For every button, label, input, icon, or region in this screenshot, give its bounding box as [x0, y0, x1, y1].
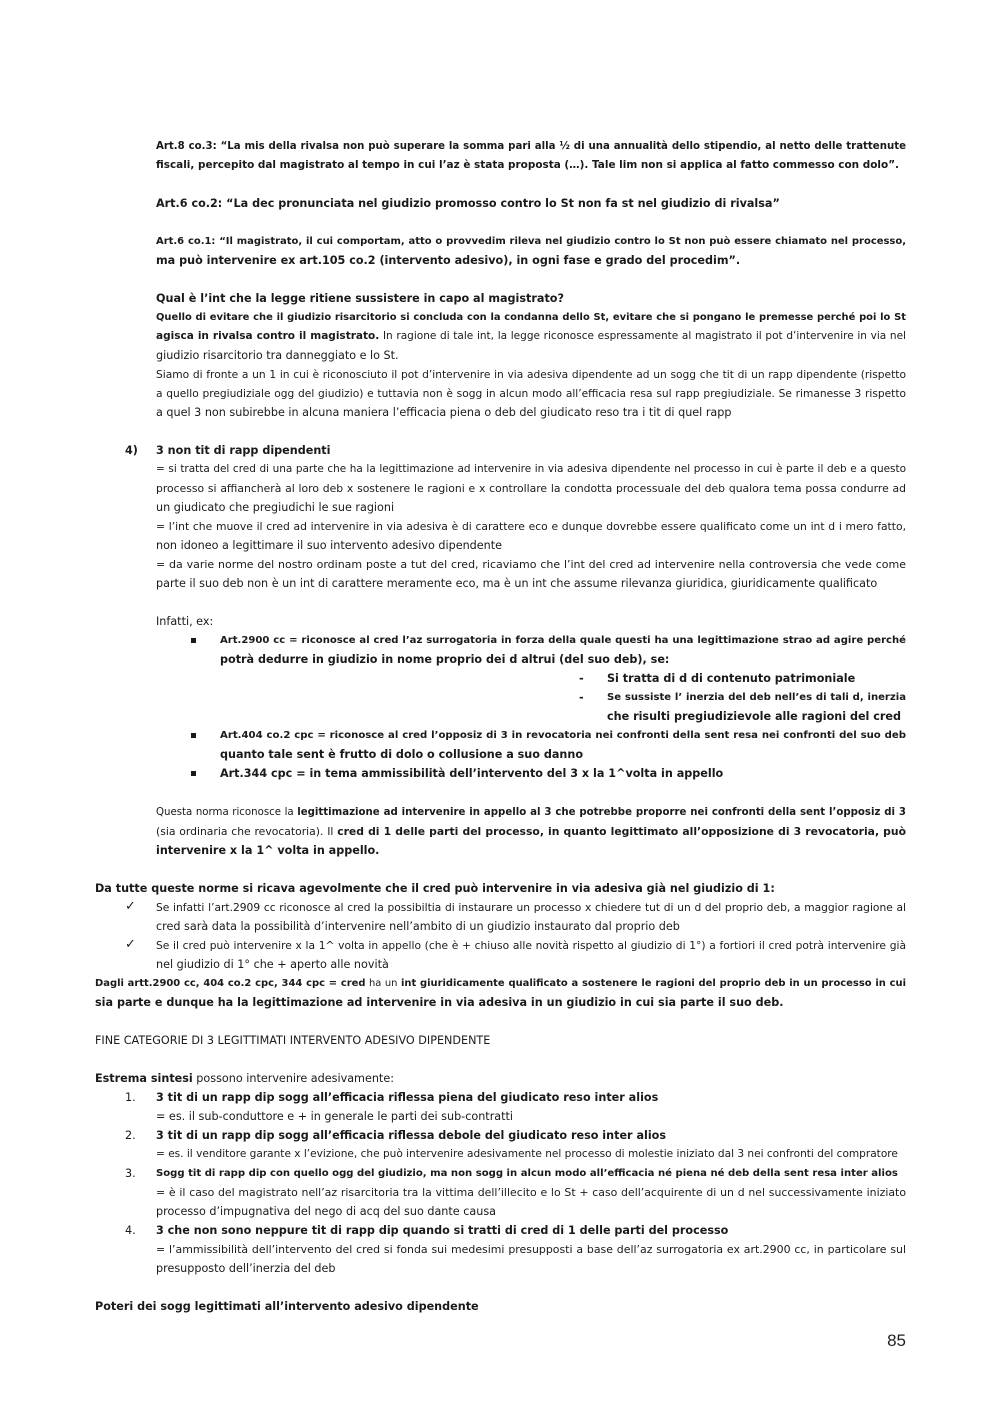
art6-co1-line-2: ma può intervenire ex art.105 co.2 (intervento adesivo), in ogni fase e grado del procedim”. [156, 254, 741, 267]
summary-item-number: 1. [125, 1091, 136, 1104]
summary-item-text: processo d’impugnativa del nego di acq del suo dante causa [156, 1205, 497, 1218]
dash-icon: - [579, 691, 584, 704]
section-4-p1: = si tratta del cred di una parte che ha la legittimazione ad intervenire in via adesiva dipendente nel processo in cui è parte il deb e a questo [156, 463, 906, 475]
summary-item-text: = es. il venditore garante x l’evizione, che può intervenire adesivamente nel processo di molestie iniziato dal 3 nei confronti del compratore [156, 1148, 898, 1160]
conclusion-2-line-1: Se il cred può intervenire x la 1^ volta in appello (che è + chiuso alle novità rispetto al giudizio di 1°) a fortiori il cred potrà intervenire già [156, 939, 906, 952]
condition-1: Si tratta di d di contenuto patrimoniale [607, 672, 856, 685]
art6-co2: Art.6 co.2: “La dec pronunciata nel giudizio promosso contro lo St non fa st nel giudizio di rivalsa” [156, 197, 780, 210]
section-4-p4: = l’int che muove il cred ad intervenire in via adesiva è di carattere eco e dunque dovrebbe essere qualificato come un int d i mero fatto, [156, 520, 906, 533]
section-4-p5: non idoneo a legittimare il suo intervento adesivo dipendente [156, 539, 503, 552]
norma-line-1: Questa norma riconosce la legittimazione ad intervenire in appello al 3 che potrebbe proporre nei confronti della sent l’opposiz di 3 [156, 807, 907, 818]
norma-line-2: (sia ordinaria che revocatoria). Il cred di 1 delle parti del processo, in quanto legittimato all’opposizione di 3 revocatoria, può [156, 825, 906, 838]
norma-line-3: intervenire x la 1^ volta in appello. [156, 844, 380, 857]
section-4-p6: = da varie norme del nostro ordinam poste a tut del cred, ricaviamo che l’int del cred ad intervenire nella controversia che vede come [156, 558, 906, 571]
conclusion-heading: Da tutte queste norme si ricava agevolmente che il cred può intervenire in via adesiva già nel giudizio di 1: [95, 882, 775, 895]
infatti-label: Infatti, ex: [156, 615, 214, 628]
art404-line-2: quanto tale sent è frutto di dolo o collusione a suo danno [220, 748, 584, 761]
summary-item-title: 3 tit di un rapp dip sogg all’efficacia riflessa piena del giudicato reso inter alios [156, 1091, 659, 1104]
conclusion-1-line-2: cred sarà data la possibilità d’intervenire nell’ambito di un giudizio instaurato dal proprio deb [156, 920, 680, 933]
checkmark-icon: ✓ [125, 899, 136, 914]
conclusion-2-line-2: nel giudizio di 1° che + aperto alle novità [156, 958, 389, 971]
interest-line-4: Siamo di fronte a un 1 in cui è riconosciuto il pot d’intervenire in via adesiva dipendente ad un sogg che tit di un rapp dipendente (rispetto [156, 368, 906, 381]
interest-line-3: giudizio risarcitorio tra danneggiato e lo St. [156, 349, 399, 362]
condition-2-line-1: Se sussiste l’ inerzia del deb nell’es di tali d, inerzia [607, 692, 906, 703]
art404-line-1: Art.404 co.2 cpc = riconosce al cred l’opposiz di 3 in revocatoria nei confronti della sent resa nei confronti del suo deb [220, 730, 906, 741]
section-4-number: 4) [125, 444, 138, 457]
section-end-heading: FINE CATEGORIE DI 3 LEGITTIMATI INTERVENTO ADESIVO DIPENDENTE [95, 1034, 491, 1047]
summary-item-text: = l’ammissibilità dell’intervento del cred si fonda sui medesimi presupposti a base dell’az surrogatoria ex art.2900 cc, in particolare sul [156, 1243, 906, 1256]
page-number: 85 [887, 1331, 906, 1350]
interest-line-2: agisca in rivalsa contro il magistrato. In ragione di tale int, la legge riconosce espressamente al magistrato il pot d’intervenire in via nel [156, 330, 906, 342]
section-4-title: 3 non tit di rapp dipendenti [156, 444, 331, 457]
section-4-p2: processo si affiancherà al loro deb x sostenere le ragioni e x controllare la condotta processuale del deb qualora tema possa condurre ad [156, 482, 906, 495]
poteri-heading: Poteri dei sogg legittimati all’intervento adesivo dipendente [95, 1300, 479, 1313]
summary-item-text: presupposto dell’inerzia del deb [156, 1262, 336, 1275]
section-4-p7: parte il suo deb non è un int di carattere meramente eco, ma è un int che assume rilevanza giuridica, giuridicamente qualificato [156, 577, 878, 590]
art8-line-2: fiscali, percepito dal magistrato al tempo in cui l’az è stata proposta (…). Tale lim non si applica al fatto commesso con dolo”. [156, 159, 900, 171]
summary-item-number: 3. [125, 1167, 136, 1180]
summary-item-number: 2. [125, 1129, 136, 1142]
interest-line-5: a quello pregiudiziale ogg del giudizio) e tuttavia non è sogg in alcun modo all’efficacia resa sul rapp pregiudiziale. Se rimanesse 3 rispetto [156, 387, 906, 400]
summary-item-number: 4. [125, 1224, 136, 1237]
summary-intro: Estrema sintesi possono intervenire adesivamente: [95, 1072, 394, 1085]
summary-item-title: 3 tit di un rapp dip sogg all’efficacia riflessa debole del giudicato reso inter alios [156, 1129, 667, 1142]
art6-co1-line-1: Art.6 co.1: “Il magistrato, il cui comportam, atto o provvedim rileva nel giudizio contro lo St non può essere chiamato nel processo, [156, 236, 906, 247]
square-bullet-icon [191, 638, 196, 643]
interest-question: Qual è l’int che la legge ritiene sussistere in capo al magistrato? [156, 292, 564, 305]
checkmark-icon: ✓ [125, 937, 136, 952]
summary-statement-line-1: Dagli artt.2900 cc, 404 co.2 cpc, 344 cpc = cred ha un int giuridicamente qualificato a sostenere le ragioni del proprio deb in un processo in cui [95, 978, 906, 989]
art2900-line-1: Art.2900 cc = riconosce al cred l’az surrogatoria in forza della quale questi ha una legittimazione strao ad agire perché [220, 635, 906, 646]
dash-icon: - [579, 672, 584, 685]
summary-item-title: Sogg tit di rapp dip con quello ogg del giudizio, ma non sogg in alcun modo all’efficacia né piena né deb della sent resa inter alios [156, 1168, 898, 1179]
square-bullet-icon [191, 733, 196, 738]
art2900-line-2: potrà dedurre in giudizio in nome proprio dei d altrui (del suo deb), se: [220, 653, 670, 666]
summary-item-text: = es. il sub-conduttore e + in generale le parti dei sub-contratti [156, 1110, 514, 1123]
summary-item-title: 3 che non sono neppure tit di rapp dip quando si tratti di cred di 1 delle parti del processo [156, 1224, 729, 1237]
art8-line-1: Art.8 co.3: “La mis della rivalsa non può superare la somma pari alla ½ di una annualità dello stipendio, al netto delle trattenute [156, 141, 906, 152]
summary-statement-line-2: sia parte e dunque ha la legittimazione ad intervenire in via adesiva in un giudizio in cui sia parte il suo deb. [95, 996, 784, 1009]
square-bullet-icon [191, 771, 196, 776]
interest-line-1: Quello di evitare che il giudizio risarcitorio si concluda con la condanna dello St, evitare che si pongano le premesse perché poi lo St [156, 312, 906, 323]
section-4-p3: un giudicato che pregiudichi le sue ragioni [156, 501, 395, 514]
conclusion-1-line-1: Se infatti l’art.2909 cc riconosce al cred la possibiltia di instaurare un processo x chiedere tut di un d del proprio deb, a maggior ragione al [156, 901, 906, 914]
summary-item-text: = è il caso del magistrato nell’az risarcitoria tra la vittima dell’illecito e lo St + caso dell’acquirente di un d nel successivamente iniziato [156, 1186, 906, 1199]
interest-line-6: a quel 3 non subirebbe in alcuna maniera l’efficacia piena o deb del giudicato reso tra i tit di quel rapp [156, 406, 732, 419]
condition-2-line-2: che risulti pregiudizievole alle ragioni del cred [607, 710, 902, 723]
art344-line: Art.344 cpc = in tema ammissibilità dell’intervento del 3 x la 1^volta in appello [220, 767, 724, 780]
